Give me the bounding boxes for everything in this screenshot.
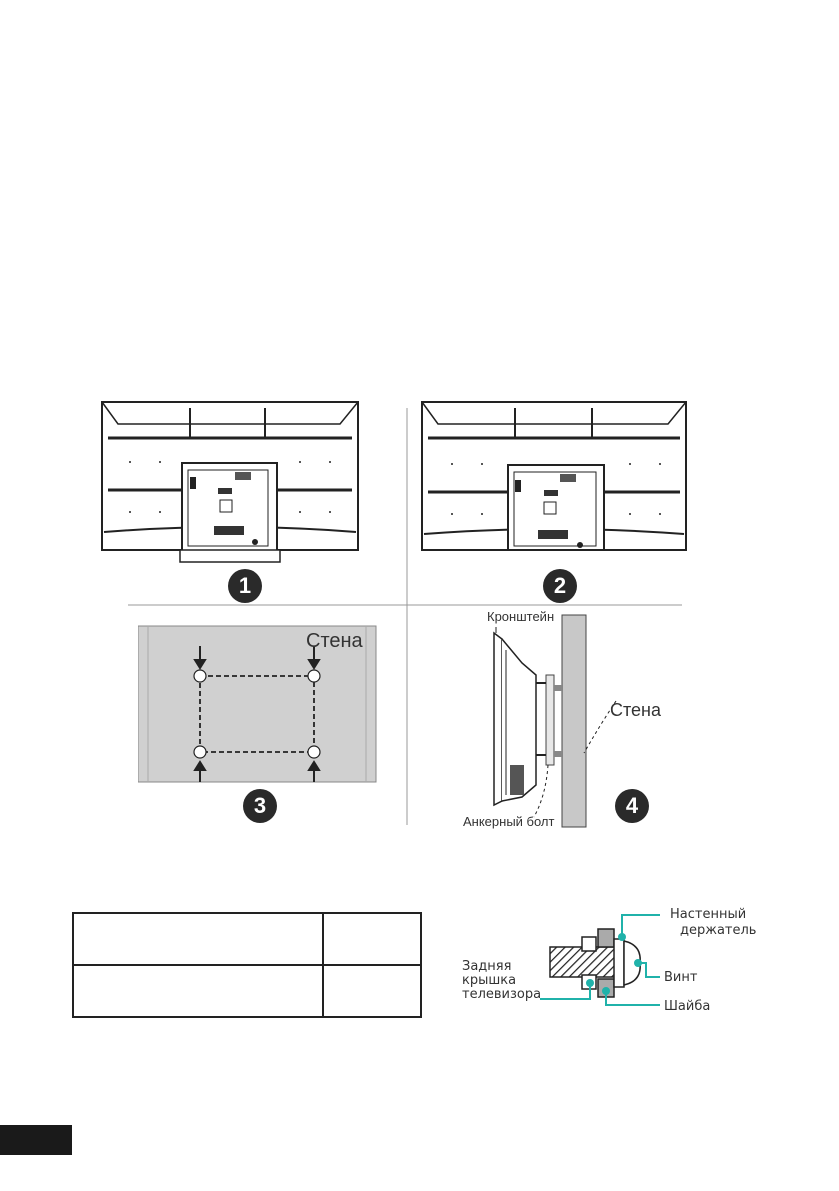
wall-holder-label-line2: держатель <box>680 923 757 938</box>
screw-spec-table <box>72 912 422 1018</box>
wall-label-step3: Стена <box>306 630 363 652</box>
screw-label: Винт <box>664 970 698 985</box>
anchor-bolt-label: Анкерный болт <box>463 814 555 829</box>
step-badge-2: 2 <box>543 569 577 603</box>
table-cell <box>323 913 421 965</box>
wall-holder-label-line1: Настенный <box>670 907 747 922</box>
table-row <box>73 965 421 1017</box>
tv-back-with-stand-illustration <box>100 400 365 565</box>
table-row <box>73 913 421 965</box>
table-cell <box>73 965 323 1017</box>
back-cover-label-line3: телевизора <box>462 987 542 1002</box>
back-cover-label-line2: крышка <box>462 973 517 988</box>
wall-label-step4: Стена <box>610 700 662 720</box>
table-cell <box>323 965 421 1017</box>
tv-back-without-stand-illustration <box>420 400 690 555</box>
washer-label: Шайба <box>664 999 711 1014</box>
table-cell <box>73 913 323 965</box>
bracket-label: Кронштейн <box>487 609 555 624</box>
step-badge-3: 3 <box>243 789 277 823</box>
step-badge-1: 1 <box>228 569 262 603</box>
step-badge-4: 4 <box>615 789 649 823</box>
page-tab-marker <box>0 1125 72 1155</box>
back-cover-label-line1: Задняя <box>462 959 512 974</box>
